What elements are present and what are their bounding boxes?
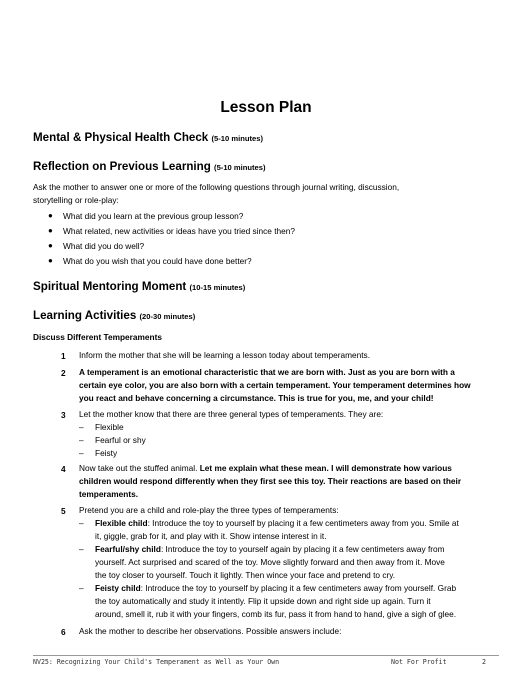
spiritual-duration: (10-15 minutes) [189,283,246,292]
reflection-bullet: ● What do you wish that you could have done better? [48,256,252,266]
spiritual-title: Spiritual Mentoring Moment [33,280,187,293]
page-title: Lesson Plan [220,99,312,116]
item-2-line-2: certain eye color, you are also born with a certain temperament. Your temperament determines how [79,380,471,390]
flexible-line-2: it, giggle, grab for it, and play with it. Show intense interest in it. [95,531,327,541]
feisty-line-2: the toy automatically and study it intently. Flip it upside down and right side up again. Turn it [95,596,431,606]
item-number: 6 [61,627,66,637]
item-3-text: Let the mother know that there are three general types of temperaments. They are: [79,409,384,419]
reflection-bullet: ● What related, new activities or ideas have you tried since then? [48,226,295,236]
item-1-text: Inform the mother that she will be learning a lesson today about temperaments. [79,350,371,360]
feisty-line-3: around, smell it, rub it with your fingers, comb its fur, pass it from hand to hand, give a sigh of glee. [95,609,457,619]
item-number: 4 [61,464,66,474]
health-check-title: Mental & Physical Health Check [33,131,209,144]
page-number: 2 [482,658,486,666]
item-4-line-3: temperaments. [79,489,139,499]
reflection-title: Reflection on Previous Learning [33,160,211,173]
dash-icon: – [79,544,84,554]
item-4-line-1: Now take out the stuffed animal. Let me explain what these mean. I will demonstrate how various [79,463,452,473]
fearful-line-3: the toy closer to yourself. Touch it lightly. Then wince your face and pretend to cry. [95,570,396,580]
spiritual-heading [33,280,245,293]
fearful-line-2: yourself. Act surprised and scared of the toy. Move slightly forward and then away from it. Move [95,557,445,567]
fearful-line-1: Fearful/shy child: Introduce the toy to yourself again by placing it a few centimeters away from [95,544,445,554]
learning-duration: (20-30 minutes) [139,312,196,321]
learning-subheading: Discuss Different Temperaments [33,332,162,342]
learning-heading [33,309,195,322]
learning-title: Learning Activities [33,309,137,322]
reflection-duration: (5-10 minutes) [214,163,266,172]
item-number: 1 [61,351,66,361]
item-number: 3 [61,410,66,420]
health-check-heading [33,131,263,144]
item-2-line-1: A temperament is an emotional characteristic that we are born with. Just as you are born with a [79,367,455,377]
temperament-type: Fearful or shy [95,435,146,445]
reflection-heading [33,160,266,173]
dash-icon: – [79,422,84,432]
reflection-intro-line-2: storytelling or role-play: [33,195,119,205]
bullet-icon: ● [48,211,53,220]
reflection-bullet: ● What did you do well? [48,241,145,251]
temperament-type: Feisty [95,448,118,458]
item-6-text: Ask the mother to describe her observations. Possible answers include: [79,626,342,636]
reflection-intro-line-1: Ask the mother to answer one or more of the following questions through journal writing, discussion, [33,182,400,192]
footer-center: Not For Profit [391,658,447,666]
dash-icon: – [79,583,84,593]
item-number: 5 [61,506,66,516]
item-4-line-2: children would respond differently when they first see this toy. Their reactions are based on their [79,476,462,486]
footer-rule [33,655,499,656]
bullet-icon: ● [48,256,53,265]
dash-icon: – [79,518,84,528]
bullet-icon: ● [48,226,53,235]
item-5-text: Pretend you are a child and role-play the three types of temperaments: [79,505,339,515]
footer-left: NV25: Recognizing Your Child's Temperament as Well as Your Own [33,658,280,666]
item-number: 2 [61,368,66,378]
bullet-icon: ● [48,241,53,250]
dash-icon: – [79,435,84,445]
item-2-line-3: you react and behave concerning a circumstance. This is true for you, me, and your child! [79,393,434,403]
feisty-line-1: Feisty child: Introduce the toy to yourself by placing it a few centimeters away from yourself. Grab [95,583,457,593]
reflection-bullet: ● What did you learn at the previous group lesson? [48,211,244,221]
flexible-line-1: Flexible child: Introduce the toy to yourself by placing it a few centimeters away from you. Smile at [95,518,459,528]
temperament-type: Flexible [95,422,124,432]
health-check-duration: (5-10 minutes) [211,134,263,143]
dash-icon: – [79,448,84,458]
